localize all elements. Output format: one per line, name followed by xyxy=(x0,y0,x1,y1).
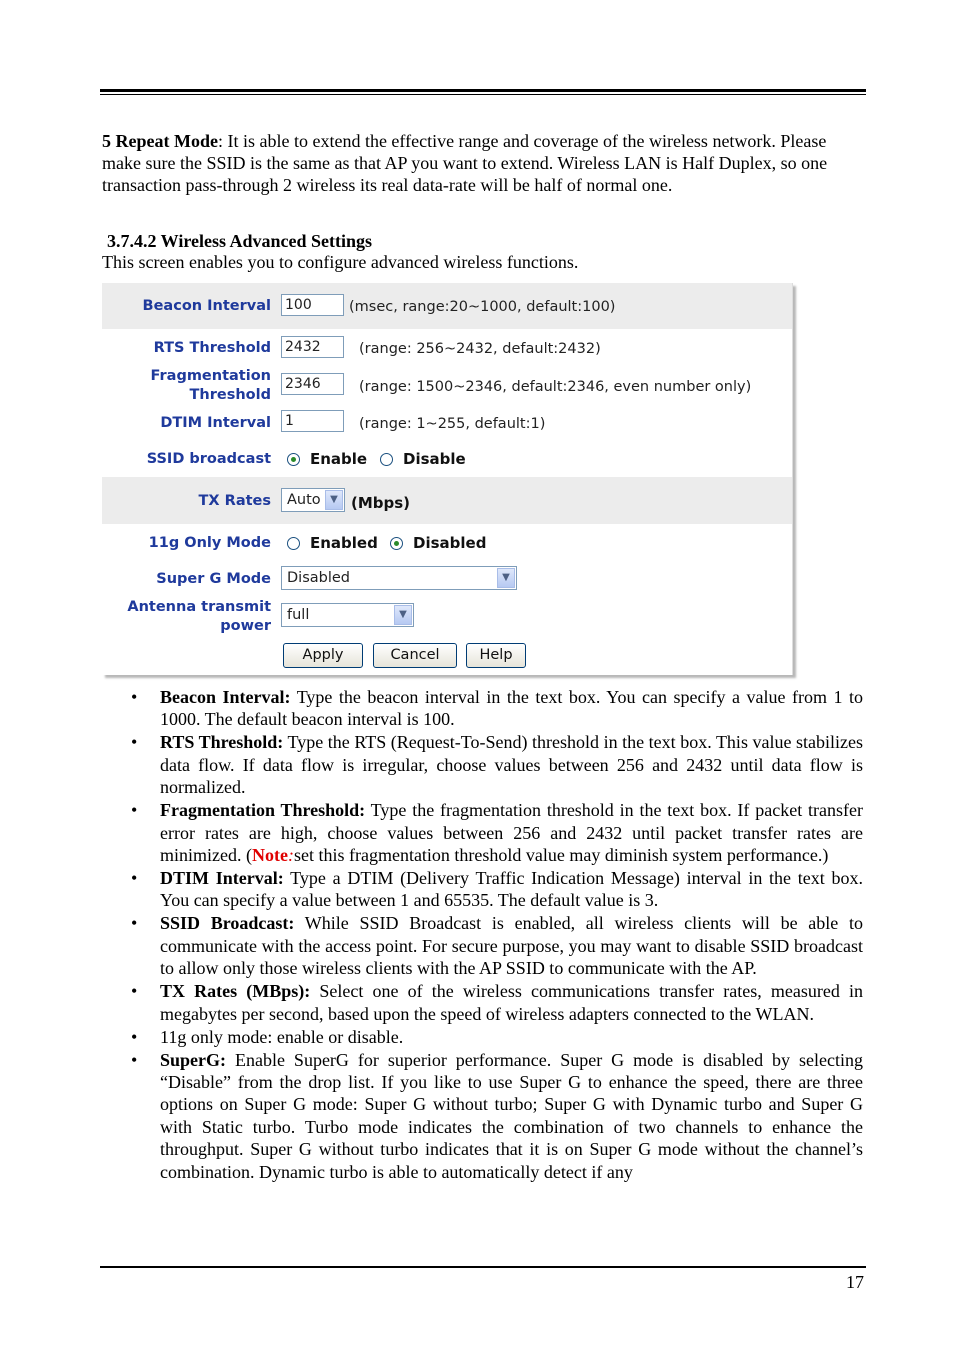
only-11g-disabled-label: Disabled xyxy=(413,534,487,552)
bullet-text: Type the beacon interval in the text box. You can specify a value from 1 to 1000. The default beacon interval is 100. xyxy=(160,687,863,730)
rts-threshold-input[interactable]: 2432 xyxy=(281,336,344,358)
apply-button[interactable]: Apply xyxy=(283,643,363,668)
tx-rates-unit: (Mbps) xyxy=(351,494,411,512)
bullet-text: Type a DTIM (Delivery Traffic Indication Message) interval in the text box. You can specify a value between 1 and 65535. The default value is 3. xyxy=(160,868,864,911)
settings-description-list xyxy=(160,686,863,1184)
bullet-text: 11g only mode: enable or disable. xyxy=(160,1026,404,1047)
list-item xyxy=(160,867,863,912)
bullet-text: Enable SuperG for superior performance. Super G mode is disabled by selecting “Disable” from the drop list. If you like to use Super G to enhance the speed, there are three options on Super G mode: Super G without turbo; Super G with Dynamic turbo and Super G with Static turbo. Turbo mode indicates the combination of two channels to enhance the throughput. Super G without turbo indicates that it is on Super G mode without the channel’s combination. Dynamic turbo is able to automatically detect if any xyxy=(160,1049,863,1182)
bullet-term: Fragmentation Threshold: xyxy=(160,800,366,821)
super-g-value: Disabled xyxy=(287,570,350,586)
footer-rule xyxy=(100,1266,866,1268)
ssid-disable-radio[interactable] xyxy=(380,453,393,466)
antenna-power-label-line2: power xyxy=(220,618,271,634)
only-11g-label: 11g Only Mode xyxy=(148,535,271,551)
bullet-term: DTIM Interval: xyxy=(160,868,284,889)
ssid-disable-label: Disable xyxy=(403,450,466,468)
page-number: 17 xyxy=(846,1272,864,1292)
list-item xyxy=(160,799,863,866)
bullet-term: SSID Broadcast: xyxy=(160,913,295,934)
dtim-interval-input[interactable]: 1 xyxy=(281,410,344,432)
antenna-power-value: full xyxy=(287,607,310,623)
bullet-text: Select one of the wireless communications transfer rates, measured in megabytes per second, based upon the speed of wireless adapters connected to the WLAN. xyxy=(160,981,863,1024)
ssid-broadcast-label: SSID broadcast xyxy=(146,451,271,467)
dtim-interval-label: DTIM Interval xyxy=(160,415,271,431)
cancel-button[interactable]: Cancel xyxy=(373,643,457,668)
bullet-term: Beacon Interval: xyxy=(160,687,291,707)
note-colon: : xyxy=(287,845,294,866)
ssid-enable-label: Enable xyxy=(310,450,368,468)
fragmentation-label-line1: Fragmentation xyxy=(150,368,271,384)
tx-rates-select[interactable] xyxy=(281,488,345,512)
bullet-text: Type the fragmentation threshold in the text box. If packet transfer error rates are high, choose values between 256 and 2432 until packet transfer rates are minimized. ( xyxy=(160,800,863,866)
list-item xyxy=(160,1026,863,1048)
chevron-down-icon: ▼ xyxy=(325,490,343,510)
bullet-term: TX Rates (MBps): xyxy=(160,981,311,1002)
fragmentation-threshold-hint: (range: 1500~2346, default:2346, even number only) xyxy=(359,379,752,395)
only-11g-disabled-radio[interactable] xyxy=(390,537,403,550)
bullet-text: Type the RTS (Request-To-Send) threshold in the text box. This value stabilizes data flow. If data flow is irregular, choose values between 256 and 2432 until data flow is normalized. xyxy=(160,732,863,798)
only-11g-enabled-label: Enabled xyxy=(310,534,378,552)
list-item xyxy=(160,731,863,798)
repeat-mode-text: : It is able to extend the effective range and coverage of the wireless network. Please make sure the SSID is the same as that AP you want to extend. Wireless LAN is Half Duplex, so one transaction pass-through 2 wireless its real data-rate will be half of normal one. xyxy=(102,131,828,195)
tx-rates-label: TX Rates xyxy=(198,493,271,509)
bullet-term: RTS Threshold: xyxy=(160,732,284,753)
section-heading: 3.7.4.2 Wireless Advanced Settings xyxy=(107,231,373,251)
super-g-select[interactable] xyxy=(281,566,517,590)
note-label: Note xyxy=(251,845,288,866)
bullet-text: While SSID Broadcast is enabled, all wireless clients will be able to communicate with the access point. For secure purpose, you may want to disable SSID broadcast to allow only those wireless clients with the AP SSID to communicate with the AP. xyxy=(160,913,863,979)
rts-threshold-label: RTS Threshold xyxy=(153,340,271,356)
list-item xyxy=(160,1049,863,1183)
beacon-interval-label: Beacon Interval xyxy=(142,298,271,314)
header-rule xyxy=(100,89,866,92)
antenna-power-select[interactable] xyxy=(281,603,414,627)
beacon-interval-input[interactable]: 100 xyxy=(281,294,344,316)
section-description: This screen enables you to configure advanced wireless functions. xyxy=(102,252,579,272)
dtim-interval-hint: (range: 1~255, default:1) xyxy=(359,416,546,432)
chevron-down-icon: ▼ xyxy=(394,605,412,625)
only-11g-enabled-radio[interactable] xyxy=(287,537,300,550)
super-g-label: Super G Mode xyxy=(156,571,271,587)
list-item xyxy=(160,980,863,1025)
repeat-mode-paragraph xyxy=(102,130,862,196)
header-rule-thin xyxy=(100,94,866,95)
fragmentation-label-line2: Threshold xyxy=(189,387,271,403)
list-item xyxy=(160,686,863,731)
antenna-power-label-line1: Antenna transmit xyxy=(127,599,271,615)
wireless-advanced-settings-panel xyxy=(102,283,793,675)
repeat-mode-title: 5 Repeat Mode xyxy=(102,131,218,151)
ssid-enable-radio[interactable] xyxy=(287,453,300,466)
beacon-interval-hint: (msec, range:20~1000, default:100) xyxy=(349,299,616,315)
help-button[interactable]: Help xyxy=(466,643,526,668)
tx-rates-value: Auto xyxy=(287,492,321,508)
bullet-text: set this fragmentation threshold value may diminish system performance.) xyxy=(293,845,829,866)
chevron-down-icon: ▼ xyxy=(497,568,515,588)
list-item xyxy=(160,912,863,979)
fragmentation-threshold-input[interactable]: 2346 xyxy=(281,373,344,395)
bullet-term: SuperG: xyxy=(160,1049,227,1070)
rts-threshold-hint: (range: 256~2432, default:2432) xyxy=(359,341,601,357)
